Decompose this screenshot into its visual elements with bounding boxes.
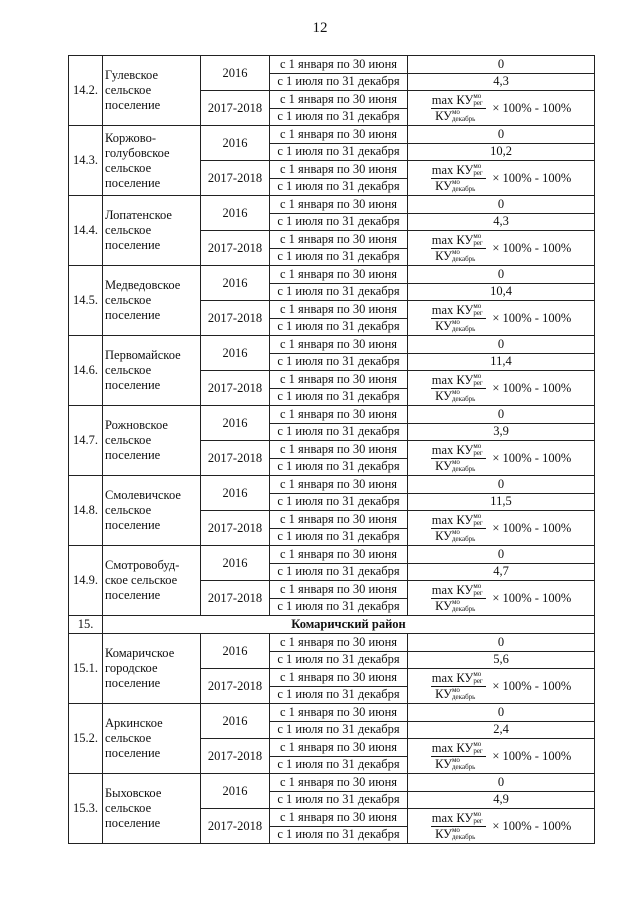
numerator-superscript: мо bbox=[473, 371, 482, 380]
value-cell: 0 bbox=[408, 476, 595, 494]
period-cell: с 1 января по 30 июня bbox=[270, 196, 408, 214]
period-cell: с 1 января по 30 июня bbox=[270, 336, 408, 354]
denominator-subscript: декабрь bbox=[452, 604, 476, 613]
denominator-subscript: декабрь bbox=[452, 534, 476, 543]
formula-denominator bbox=[434, 109, 483, 124]
denominator-text: КУ bbox=[435, 108, 452, 123]
period-cell: с 1 июля по 31 декабря bbox=[270, 283, 408, 301]
period-cell: с 1 января по 30 июня bbox=[270, 581, 408, 599]
numerator-text: max КУ bbox=[431, 810, 474, 825]
numerator-indices bbox=[473, 233, 485, 247]
increase-formula bbox=[431, 581, 572, 615]
value-cell: 4,7 bbox=[408, 563, 595, 581]
table-row bbox=[69, 196, 595, 214]
formula-numerator bbox=[431, 163, 487, 179]
formula-numerator bbox=[431, 811, 487, 827]
denominator-subscript: декабрь bbox=[452, 184, 476, 193]
increase-formula bbox=[431, 739, 572, 773]
settlement-name: Аркинское сельское поселение bbox=[103, 704, 201, 774]
numerator-subscript: рег bbox=[473, 168, 483, 177]
formula-tail: × 100% - 100% bbox=[492, 380, 572, 395]
formula-fraction bbox=[431, 741, 487, 772]
period-cell: с 1 января по 30 июня bbox=[270, 91, 408, 109]
region-row bbox=[69, 616, 595, 634]
period-cell: с 1 июля по 31 декабря bbox=[270, 493, 408, 511]
period-cell: с 1 января по 30 июня bbox=[270, 56, 408, 74]
year-cell: 2017-2018 bbox=[201, 809, 270, 844]
numerator-superscript: мо bbox=[473, 301, 482, 310]
value-cell: 0 bbox=[408, 774, 595, 792]
value-cell: 0 bbox=[408, 406, 595, 424]
denominator-text: КУ bbox=[435, 598, 452, 613]
denominator-superscript: мо bbox=[452, 597, 460, 606]
year-cell: 2016 bbox=[201, 266, 270, 301]
year-cell: 2016 bbox=[201, 704, 270, 739]
numerator-superscript: мо bbox=[473, 739, 482, 748]
denominator-indices bbox=[452, 179, 482, 193]
formula-numerator bbox=[431, 443, 487, 459]
formula-cell bbox=[408, 581, 595, 616]
denominator-subscript: декабрь bbox=[452, 324, 476, 333]
denominator-text: КУ bbox=[435, 756, 452, 771]
value-cell: 0 bbox=[408, 336, 595, 354]
denominator-text: КУ bbox=[435, 686, 452, 701]
formula-fraction bbox=[431, 163, 487, 194]
increase-formula bbox=[431, 809, 572, 843]
formula-fraction bbox=[431, 583, 487, 614]
row-number: 14.3. bbox=[69, 126, 103, 196]
table-row bbox=[69, 56, 595, 74]
row-number: 14.6. bbox=[69, 336, 103, 406]
formula-fraction bbox=[431, 443, 487, 474]
table-row bbox=[69, 634, 595, 652]
formula-fraction bbox=[431, 513, 487, 544]
formula-fraction bbox=[431, 373, 487, 404]
formula-cell bbox=[408, 809, 595, 844]
denominator-subscript: декабрь bbox=[452, 114, 476, 123]
period-cell: с 1 января по 30 июня bbox=[270, 634, 408, 652]
denominator-superscript: мо bbox=[452, 527, 460, 536]
formula-denominator bbox=[434, 179, 483, 194]
formula-cell bbox=[408, 739, 595, 774]
formula-tail: × 100% - 100% bbox=[492, 520, 572, 535]
numerator-superscript: мо bbox=[473, 91, 482, 100]
increase-formula bbox=[431, 669, 572, 703]
table-row bbox=[69, 126, 595, 144]
period-cell: с 1 января по 30 июня bbox=[270, 476, 408, 494]
numerator-indices bbox=[473, 513, 485, 527]
period-cell: с 1 июля по 31 декабря bbox=[270, 178, 408, 196]
numerator-indices bbox=[473, 583, 485, 597]
period-cell: с 1 июля по 31 декабря bbox=[270, 756, 408, 774]
table-row bbox=[69, 704, 595, 722]
formula-denominator bbox=[434, 687, 483, 702]
row-number: 14.7. bbox=[69, 406, 103, 476]
numerator-indices bbox=[473, 303, 485, 317]
table-row bbox=[69, 546, 595, 564]
formula-tail: × 100% - 100% bbox=[492, 450, 572, 465]
table-row bbox=[69, 476, 595, 494]
increase-formula bbox=[431, 161, 572, 195]
period-cell: с 1 июля по 31 декабря bbox=[270, 686, 408, 704]
year-cell: 2017-2018 bbox=[201, 301, 270, 336]
period-cell: с 1 июля по 31 декабря bbox=[270, 721, 408, 739]
row-number: 15.1. bbox=[69, 634, 103, 704]
denominator-subscript: декабрь bbox=[452, 762, 476, 771]
formula-tail: × 100% - 100% bbox=[492, 170, 572, 185]
region-number: 15. bbox=[69, 616, 103, 634]
numerator-subscript: рег bbox=[473, 676, 483, 685]
formula-numerator bbox=[431, 671, 487, 687]
numerator-superscript: мо bbox=[473, 809, 482, 818]
year-cell: 2016 bbox=[201, 196, 270, 231]
numerator-subscript: рег bbox=[473, 98, 483, 107]
formula-fraction bbox=[431, 303, 487, 334]
formula-fraction bbox=[431, 671, 487, 702]
period-cell: с 1 января по 30 июня bbox=[270, 301, 408, 319]
table-row bbox=[69, 336, 595, 354]
numerator-text: max КУ bbox=[431, 442, 474, 457]
formula-denominator bbox=[434, 827, 483, 842]
value-cell: 4,9 bbox=[408, 791, 595, 809]
numerator-superscript: мо bbox=[473, 581, 482, 590]
row-number: 14.4. bbox=[69, 196, 103, 266]
row-number: 14.2. bbox=[69, 56, 103, 126]
settlement-name: Быховское сельское поселение bbox=[103, 774, 201, 844]
period-cell: с 1 января по 30 июня bbox=[270, 406, 408, 424]
value-cell: 4,3 bbox=[408, 73, 595, 91]
denominator-text: КУ bbox=[435, 318, 452, 333]
formula-denominator bbox=[434, 249, 483, 264]
denominator-subscript: декабрь bbox=[452, 692, 476, 701]
numerator-text: max КУ bbox=[431, 740, 474, 755]
period-cell: с 1 июля по 31 декабря bbox=[270, 108, 408, 126]
year-cell: 2017-2018 bbox=[201, 231, 270, 266]
formula-tail: × 100% - 100% bbox=[492, 590, 572, 605]
numerator-superscript: мо bbox=[473, 441, 482, 450]
formula-denominator bbox=[434, 599, 483, 614]
period-cell: с 1 июля по 31 декабря bbox=[270, 458, 408, 476]
denominator-superscript: мо bbox=[452, 317, 460, 326]
year-cell: 2016 bbox=[201, 126, 270, 161]
formula-denominator bbox=[434, 319, 483, 334]
tariff-table bbox=[68, 55, 595, 844]
period-cell: с 1 июля по 31 декабря bbox=[270, 528, 408, 546]
settlement-name: Коржово-голубовское сельское поселение bbox=[103, 126, 201, 196]
formula-numerator bbox=[431, 233, 487, 249]
period-cell: с 1 января по 30 июня bbox=[270, 704, 408, 722]
year-cell: 2016 bbox=[201, 476, 270, 511]
formula-tail: × 100% - 100% bbox=[492, 240, 572, 255]
settlement-name: Смотровобуд-ское сельское поселение bbox=[103, 546, 201, 616]
formula-denominator bbox=[434, 389, 483, 404]
denominator-superscript: мо bbox=[452, 685, 460, 694]
denominator-indices bbox=[452, 319, 482, 333]
denominator-subscript: декабрь bbox=[452, 254, 476, 263]
denominator-indices bbox=[452, 687, 482, 701]
formula-tail: × 100% - 100% bbox=[492, 678, 572, 693]
denominator-indices bbox=[452, 599, 482, 613]
denominator-indices bbox=[452, 389, 482, 403]
formula-cell bbox=[408, 441, 595, 476]
value-cell: 11,4 bbox=[408, 353, 595, 371]
numerator-indices bbox=[473, 741, 485, 755]
denominator-text: КУ bbox=[435, 388, 452, 403]
formula-cell bbox=[408, 511, 595, 546]
table-row bbox=[69, 266, 595, 284]
period-cell: с 1 июля по 31 декабря bbox=[270, 318, 408, 336]
numerator-superscript: мо bbox=[473, 161, 482, 170]
table-row bbox=[69, 774, 595, 792]
settlement-name: Гулевское сельское поселение bbox=[103, 56, 201, 126]
settlement-name: Рожновское сельское поселение bbox=[103, 406, 201, 476]
period-cell: с 1 января по 30 июня bbox=[270, 546, 408, 564]
formula-numerator bbox=[431, 93, 487, 109]
numerator-subscript: рег bbox=[473, 588, 483, 597]
period-cell: с 1 января по 30 июня bbox=[270, 266, 408, 284]
denominator-superscript: мо bbox=[452, 825, 460, 834]
denominator-superscript: мо bbox=[452, 457, 460, 466]
period-cell: с 1 июля по 31 декабря bbox=[270, 143, 408, 161]
formula-numerator bbox=[431, 373, 487, 389]
increase-formula bbox=[431, 231, 572, 265]
period-cell: с 1 июля по 31 декабря bbox=[270, 563, 408, 581]
numerator-text: max КУ bbox=[431, 582, 474, 597]
formula-cell bbox=[408, 669, 595, 704]
increase-formula bbox=[431, 301, 572, 335]
denominator-superscript: мо bbox=[452, 177, 460, 186]
period-cell: с 1 июля по 31 декабря bbox=[270, 248, 408, 266]
numerator-text: max КУ bbox=[431, 670, 474, 685]
value-cell: 5,6 bbox=[408, 651, 595, 669]
year-cell: 2017-2018 bbox=[201, 161, 270, 196]
row-number: 14.9. bbox=[69, 546, 103, 616]
formula-tail: × 100% - 100% bbox=[492, 748, 572, 763]
formula-tail: × 100% - 100% bbox=[492, 818, 572, 833]
numerator-subscript: рег bbox=[473, 308, 483, 317]
denominator-superscript: мо bbox=[452, 247, 460, 256]
denominator-indices bbox=[452, 249, 482, 263]
numerator-indices bbox=[473, 163, 485, 177]
increase-formula bbox=[431, 511, 572, 545]
denominator-text: КУ bbox=[435, 528, 452, 543]
value-cell: 0 bbox=[408, 704, 595, 722]
numerator-superscript: мо bbox=[473, 231, 482, 240]
formula-fraction bbox=[431, 93, 487, 124]
period-cell: с 1 июля по 31 декабря bbox=[270, 213, 408, 231]
increase-formula bbox=[431, 371, 572, 405]
numerator-text: max КУ bbox=[431, 162, 474, 177]
settlement-name: Смолевичское сельское поселение bbox=[103, 476, 201, 546]
numerator-text: max КУ bbox=[431, 302, 474, 317]
row-number: 15.2. bbox=[69, 704, 103, 774]
period-cell: с 1 июля по 31 декабря bbox=[270, 826, 408, 844]
denominator-text: КУ bbox=[435, 826, 452, 841]
year-cell: 2016 bbox=[201, 336, 270, 371]
numerator-text: max КУ bbox=[431, 92, 474, 107]
year-cell: 2016 bbox=[201, 406, 270, 441]
year-cell: 2016 bbox=[201, 774, 270, 809]
value-cell: 0 bbox=[408, 56, 595, 74]
numerator-indices bbox=[473, 373, 485, 387]
row-number: 14.8. bbox=[69, 476, 103, 546]
numerator-indices bbox=[473, 811, 485, 825]
region-title: Комаричский район bbox=[103, 616, 595, 634]
period-cell: с 1 января по 30 июня bbox=[270, 441, 408, 459]
denominator-superscript: мо bbox=[452, 755, 460, 764]
year-cell: 2016 bbox=[201, 56, 270, 91]
period-cell: с 1 января по 30 июня bbox=[270, 511, 408, 529]
formula-denominator bbox=[434, 757, 483, 772]
period-cell: с 1 января по 30 июня bbox=[270, 669, 408, 687]
period-cell: с 1 июля по 31 декабря bbox=[270, 388, 408, 406]
period-cell: с 1 января по 30 июня bbox=[270, 739, 408, 757]
denominator-text: КУ bbox=[435, 178, 452, 193]
numerator-subscript: рег bbox=[473, 448, 483, 457]
row-number: 15.3. bbox=[69, 774, 103, 844]
value-cell: 10,4 bbox=[408, 283, 595, 301]
period-cell: с 1 января по 30 июня bbox=[270, 371, 408, 389]
denominator-indices bbox=[452, 109, 482, 123]
period-cell: с 1 июля по 31 декабря bbox=[270, 791, 408, 809]
numerator-indices bbox=[473, 93, 485, 107]
settlement-name: Комаричское городское поселение bbox=[103, 634, 201, 704]
denominator-indices bbox=[452, 529, 482, 543]
period-cell: с 1 июля по 31 декабря bbox=[270, 598, 408, 616]
value-cell: 10,2 bbox=[408, 143, 595, 161]
value-cell: 0 bbox=[408, 546, 595, 564]
numerator-text: max КУ bbox=[431, 372, 474, 387]
formula-cell bbox=[408, 301, 595, 336]
settlement-name: Лопатенское сельское поселение bbox=[103, 196, 201, 266]
period-cell: с 1 января по 30 июня bbox=[270, 774, 408, 792]
numerator-text: max КУ bbox=[431, 232, 474, 247]
denominator-subscript: декабрь bbox=[452, 394, 476, 403]
table-row bbox=[69, 406, 595, 424]
formula-cell bbox=[408, 161, 595, 196]
denominator-superscript: мо bbox=[452, 107, 460, 116]
denominator-superscript: мо bbox=[452, 387, 460, 396]
formula-tail: × 100% - 100% bbox=[492, 100, 572, 115]
value-cell: 4,3 bbox=[408, 213, 595, 231]
year-cell: 2016 bbox=[201, 546, 270, 581]
numerator-subscript: рег bbox=[473, 746, 483, 755]
formula-numerator bbox=[431, 303, 487, 319]
period-cell: с 1 января по 30 июня bbox=[270, 161, 408, 179]
numerator-subscript: рег bbox=[473, 238, 483, 247]
period-cell: с 1 июля по 31 декабря bbox=[270, 423, 408, 441]
denominator-indices bbox=[452, 827, 482, 841]
row-number: 14.5. bbox=[69, 266, 103, 336]
numerator-text: max КУ bbox=[431, 512, 474, 527]
year-cell: 2017-2018 bbox=[201, 371, 270, 406]
numerator-indices bbox=[473, 443, 485, 457]
settlement-name: Первомайское сельское поселение bbox=[103, 336, 201, 406]
page-number: 12 bbox=[312, 20, 328, 36]
year-cell: 2017-2018 bbox=[201, 669, 270, 704]
increase-formula bbox=[431, 91, 572, 125]
formula-denominator bbox=[434, 459, 483, 474]
period-cell: с 1 июля по 31 декабря bbox=[270, 651, 408, 669]
value-cell: 0 bbox=[408, 266, 595, 284]
value-cell: 0 bbox=[408, 196, 595, 214]
year-cell: 2016 bbox=[201, 634, 270, 669]
denominator-indices bbox=[452, 459, 482, 473]
denominator-indices bbox=[452, 757, 482, 771]
year-cell: 2017-2018 bbox=[201, 511, 270, 546]
value-cell: 0 bbox=[408, 126, 595, 144]
formula-numerator bbox=[431, 741, 487, 757]
denominator-subscript: декабрь bbox=[452, 832, 476, 841]
formula-fraction bbox=[431, 811, 487, 842]
value-cell: 3,9 bbox=[408, 423, 595, 441]
denominator-text: КУ bbox=[435, 248, 452, 263]
denominator-subscript: декабрь bbox=[452, 464, 476, 473]
year-cell: 2017-2018 bbox=[201, 739, 270, 774]
formula-tail: × 100% - 100% bbox=[492, 310, 572, 325]
formula-cell bbox=[408, 231, 595, 266]
increase-formula bbox=[431, 441, 572, 475]
formula-numerator bbox=[431, 513, 487, 529]
value-cell: 0 bbox=[408, 634, 595, 652]
formula-denominator bbox=[434, 529, 483, 544]
value-cell: 2,4 bbox=[408, 721, 595, 739]
year-cell: 2017-2018 bbox=[201, 441, 270, 476]
formula-fraction bbox=[431, 233, 487, 264]
formula-cell bbox=[408, 91, 595, 126]
period-cell: с 1 июля по 31 декабря bbox=[270, 73, 408, 91]
value-cell: 11,5 bbox=[408, 493, 595, 511]
numerator-indices bbox=[473, 671, 485, 685]
settlement-name: Медведовское сельское поселение bbox=[103, 266, 201, 336]
numerator-subscript: рег bbox=[473, 378, 483, 387]
year-cell: 2017-2018 bbox=[201, 91, 270, 126]
numerator-subscript: рег bbox=[473, 518, 483, 527]
denominator-text: КУ bbox=[435, 458, 452, 473]
period-cell: с 1 января по 30 июня bbox=[270, 126, 408, 144]
period-cell: с 1 января по 30 июня bbox=[270, 809, 408, 827]
period-cell: с 1 января по 30 июня bbox=[270, 231, 408, 249]
numerator-superscript: мо bbox=[473, 511, 482, 520]
numerator-superscript: мо bbox=[473, 669, 482, 678]
year-cell: 2017-2018 bbox=[201, 581, 270, 616]
formula-numerator bbox=[431, 583, 487, 599]
numerator-subscript: рег bbox=[473, 816, 483, 825]
period-cell: с 1 июля по 31 декабря bbox=[270, 353, 408, 371]
formula-cell bbox=[408, 371, 595, 406]
